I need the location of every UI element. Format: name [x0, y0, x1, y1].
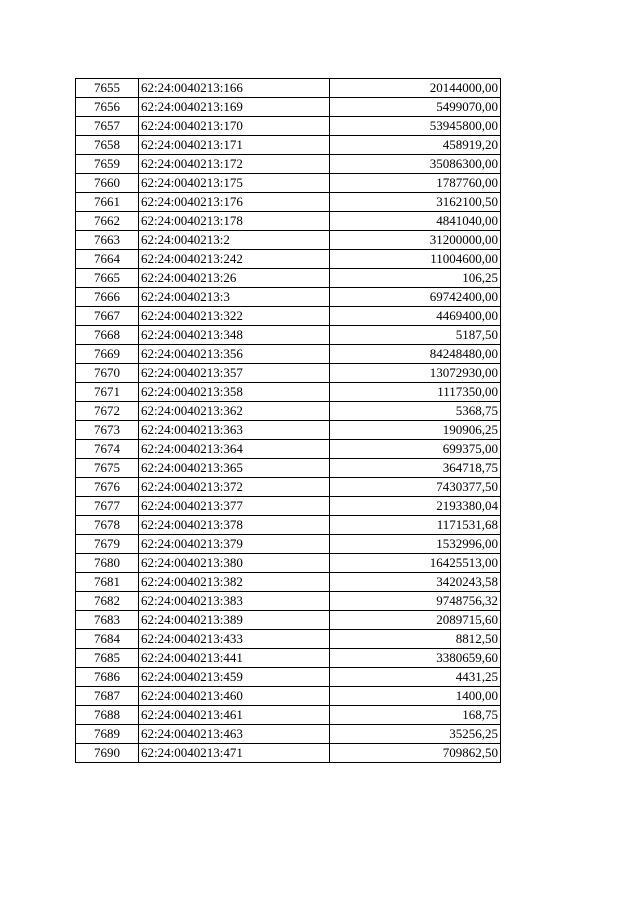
cadastral-value-cell: 4841040,00	[330, 212, 501, 231]
row-number-cell: 7655	[76, 79, 139, 98]
cadastral-number-cell: 62:24:0040213:389	[139, 611, 330, 630]
row-number-cell: 7668	[76, 326, 139, 345]
row-number-cell: 7670	[76, 364, 139, 383]
cadastral-number-cell: 62:24:0040213:171	[139, 136, 330, 155]
cadastral-number-cell: 62:24:0040213:170	[139, 117, 330, 136]
cadastral-value-cell: 3380659,60	[330, 649, 501, 668]
row-number-cell: 7656	[76, 98, 139, 117]
cadastral-value-cell: 31200000,00	[330, 231, 501, 250]
cadastral-number-cell: 62:24:0040213:365	[139, 459, 330, 478]
row-number-cell: 7678	[76, 516, 139, 535]
row-number-cell: 7682	[76, 592, 139, 611]
row-number-cell: 7686	[76, 668, 139, 687]
cadastral-number-cell: 62:24:0040213:461	[139, 706, 330, 725]
row-number-cell: 7660	[76, 174, 139, 193]
table-row	[76, 288, 501, 307]
cadastral-value-cell: 709862,50	[330, 744, 501, 763]
table-row	[76, 611, 501, 630]
table-row	[76, 79, 501, 98]
row-number-cell: 7669	[76, 345, 139, 364]
cadastral-value-cell: 7430377,50	[330, 478, 501, 497]
cadastral-value-cell: 168,75	[330, 706, 501, 725]
cadastral-value-cell: 458919,20	[330, 136, 501, 155]
cadastral-number-cell: 62:24:0040213:364	[139, 440, 330, 459]
table-row	[76, 383, 501, 402]
cadastral-value-cell: 1400,00	[330, 687, 501, 706]
cadastral-number-cell: 62:24:0040213:471	[139, 744, 330, 763]
row-number-cell: 7663	[76, 231, 139, 250]
cadastral-value-cell: 20144000,00	[330, 79, 501, 98]
cadastral-value-cell: 8812,50	[330, 630, 501, 649]
cadastral-number-cell: 62:24:0040213:356	[139, 345, 330, 364]
cadastral-number-cell: 62:24:0040213:348	[139, 326, 330, 345]
table-row	[76, 307, 501, 326]
cadastral-number-cell: 62:24:0040213:2	[139, 231, 330, 250]
table-row	[76, 421, 501, 440]
cadastral-number-cell: 62:24:0040213:380	[139, 554, 330, 573]
cadastral-value-cell: 699375,00	[330, 440, 501, 459]
cadastral-value-cell: 364718,75	[330, 459, 501, 478]
cadastral-number-cell: 62:24:0040213:169	[139, 98, 330, 117]
cadastral-number-cell: 62:24:0040213:176	[139, 193, 330, 212]
table-row	[76, 136, 501, 155]
row-number-cell: 7687	[76, 687, 139, 706]
cadastral-value-cell: 1532996,00	[330, 535, 501, 554]
cadastral-number-cell: 62:24:0040213:441	[139, 649, 330, 668]
cadastral-number-cell: 62:24:0040213:26	[139, 269, 330, 288]
cadastral-value-cell: 16425513,00	[330, 554, 501, 573]
table-row	[76, 269, 501, 288]
cadastral-value-cell: 69742400,00	[330, 288, 501, 307]
cadastral-value-cell: 11004600,00	[330, 250, 501, 269]
cadastral-value-table	[75, 78, 501, 763]
row-number-cell: 7665	[76, 269, 139, 288]
row-number-cell: 7666	[76, 288, 139, 307]
row-number-cell: 7657	[76, 117, 139, 136]
table-row	[76, 725, 501, 744]
row-number-cell: 7680	[76, 554, 139, 573]
row-number-cell: 7674	[76, 440, 139, 459]
cadastral-number-cell: 62:24:0040213:460	[139, 687, 330, 706]
cadastral-value-cell: 5187,50	[330, 326, 501, 345]
row-number-cell: 7673	[76, 421, 139, 440]
cadastral-number-cell: 62:24:0040213:357	[139, 364, 330, 383]
cadastral-number-cell: 62:24:0040213:178	[139, 212, 330, 231]
row-number-cell: 7677	[76, 497, 139, 516]
table-row	[76, 231, 501, 250]
cadastral-value-cell: 1117350,00	[330, 383, 501, 402]
cadastral-number-cell: 62:24:0040213:242	[139, 250, 330, 269]
row-number-cell: 7664	[76, 250, 139, 269]
table-row	[76, 364, 501, 383]
table-row	[76, 630, 501, 649]
cadastral-value-cell: 35256,25	[330, 725, 501, 744]
table-row	[76, 174, 501, 193]
table-row	[76, 117, 501, 136]
cadastral-value-cell: 1171531,68	[330, 516, 501, 535]
table-row	[76, 649, 501, 668]
row-number-cell: 7659	[76, 155, 139, 174]
cadastral-value-cell: 13072930,00	[330, 364, 501, 383]
cadastral-number-cell: 62:24:0040213:166	[139, 79, 330, 98]
cadastral-number-cell: 62:24:0040213:463	[139, 725, 330, 744]
table-row	[76, 516, 501, 535]
table-body	[76, 79, 501, 763]
cadastral-number-cell: 62:24:0040213:363	[139, 421, 330, 440]
table-row	[76, 326, 501, 345]
cadastral-value-cell: 190906,25	[330, 421, 501, 440]
cadastral-number-cell: 62:24:0040213:382	[139, 573, 330, 592]
row-number-cell: 7688	[76, 706, 139, 725]
cadastral-number-cell: 62:24:0040213:378	[139, 516, 330, 535]
cadastral-value-cell: 2193380,04	[330, 497, 501, 516]
row-number-cell: 7662	[76, 212, 139, 231]
row-number-cell: 7690	[76, 744, 139, 763]
table-row	[76, 345, 501, 364]
table-row	[76, 497, 501, 516]
cadastral-value-cell: 3420243,58	[330, 573, 501, 592]
cadastral-number-cell: 62:24:0040213:3	[139, 288, 330, 307]
table-row	[76, 459, 501, 478]
cadastral-number-cell: 62:24:0040213:459	[139, 668, 330, 687]
cadastral-number-cell: 62:24:0040213:358	[139, 383, 330, 402]
table-row	[76, 212, 501, 231]
cadastral-value-cell: 84248480,00	[330, 345, 501, 364]
table-row	[76, 573, 501, 592]
row-number-cell: 7658	[76, 136, 139, 155]
row-number-cell: 7679	[76, 535, 139, 554]
cadastral-number-cell: 62:24:0040213:433	[139, 630, 330, 649]
cadastral-number-cell: 62:24:0040213:322	[139, 307, 330, 326]
cadastral-value-cell: 2089715,60	[330, 611, 501, 630]
cadastral-value-cell: 9748756,32	[330, 592, 501, 611]
table-row	[76, 687, 501, 706]
row-number-cell: 7661	[76, 193, 139, 212]
table-row	[76, 155, 501, 174]
row-number-cell: 7676	[76, 478, 139, 497]
table-row	[76, 98, 501, 117]
cadastral-number-cell: 62:24:0040213:372	[139, 478, 330, 497]
table-row	[76, 668, 501, 687]
table-row	[76, 250, 501, 269]
row-number-cell: 7689	[76, 725, 139, 744]
cadastral-value-cell: 4469400,00	[330, 307, 501, 326]
table-row	[76, 440, 501, 459]
cadastral-value-cell: 5499070,00	[330, 98, 501, 117]
row-number-cell: 7675	[76, 459, 139, 478]
row-number-cell: 7667	[76, 307, 139, 326]
row-number-cell: 7672	[76, 402, 139, 421]
table-row	[76, 706, 501, 725]
table-row	[76, 535, 501, 554]
cadastral-number-cell: 62:24:0040213:175	[139, 174, 330, 193]
row-number-cell: 7681	[76, 573, 139, 592]
cadastral-value-cell: 3162100,50	[330, 193, 501, 212]
row-number-cell: 7671	[76, 383, 139, 402]
cadastral-number-cell: 62:24:0040213:377	[139, 497, 330, 516]
table-row	[76, 592, 501, 611]
cadastral-value-cell: 53945800,00	[330, 117, 501, 136]
row-number-cell: 7685	[76, 649, 139, 668]
cadastral-number-cell: 62:24:0040213:383	[139, 592, 330, 611]
cadastral-number-cell: 62:24:0040213:172	[139, 155, 330, 174]
table-row	[76, 554, 501, 573]
cadastral-value-cell: 106,25	[330, 269, 501, 288]
cadastral-number-cell: 62:24:0040213:362	[139, 402, 330, 421]
cadastral-value-cell: 4431,25	[330, 668, 501, 687]
row-number-cell: 7683	[76, 611, 139, 630]
table-row	[76, 402, 501, 421]
cadastral-value-cell: 1787760,00	[330, 174, 501, 193]
document-page	[75, 78, 501, 763]
cadastral-number-cell: 62:24:0040213:379	[139, 535, 330, 554]
cadastral-value-cell: 5368,75	[330, 402, 501, 421]
row-number-cell: 7684	[76, 630, 139, 649]
table-row	[76, 478, 501, 497]
table-row	[76, 744, 501, 763]
table-row	[76, 193, 501, 212]
cadastral-value-cell: 35086300,00	[330, 155, 501, 174]
